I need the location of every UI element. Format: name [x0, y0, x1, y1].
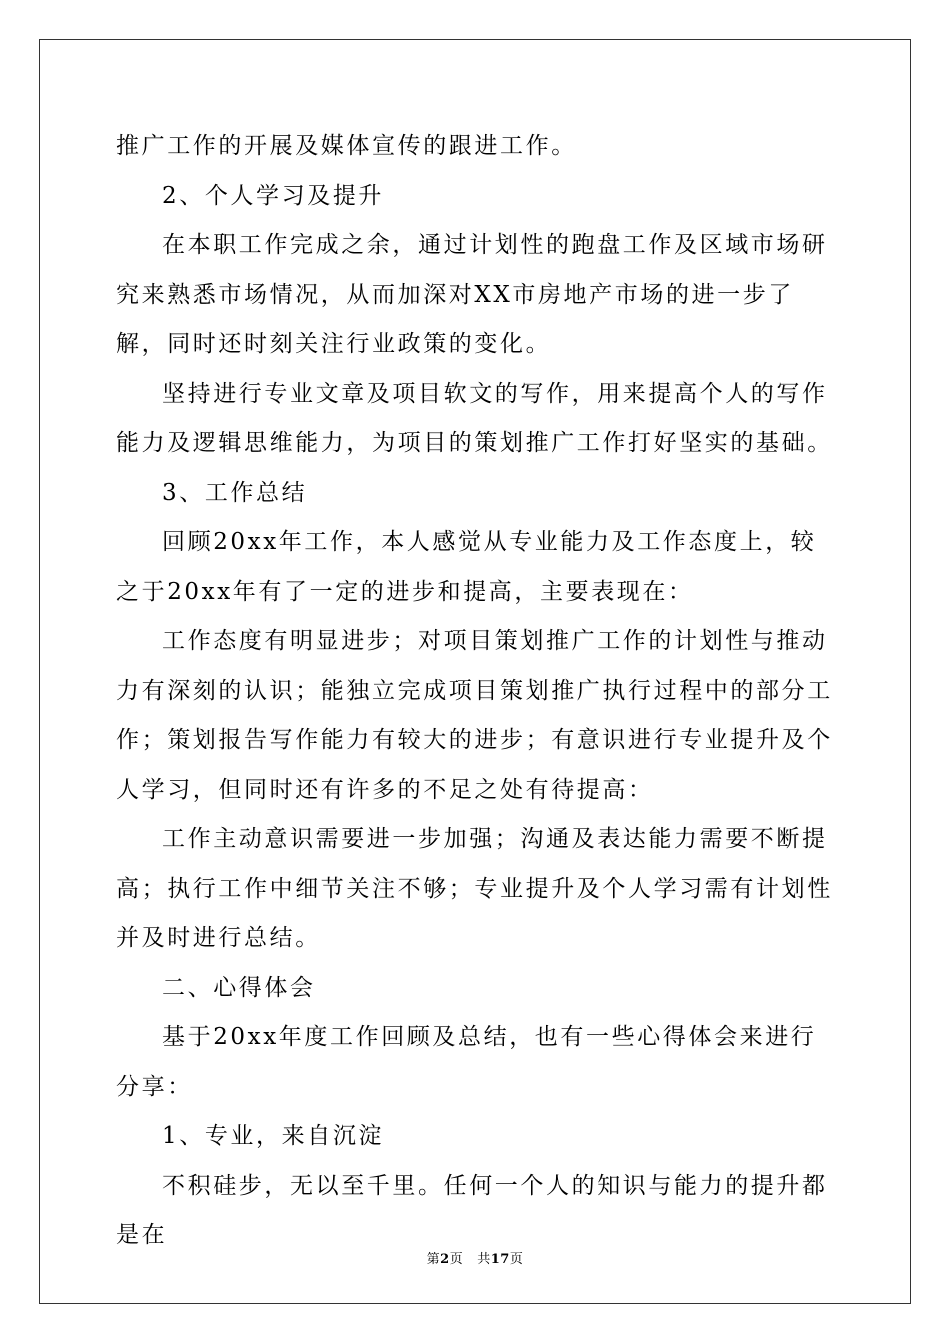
paragraph: 坚持进行专业文章及项目软文的写作，用来提高个人的写作能力及逻辑思维能力，为项目的策划推广工作打好坚实的基础。 [116, 380, 833, 456]
page-prefix: 第 [426, 1252, 441, 1267]
page-footer [0, 1248, 950, 1267]
document-body [116, 122, 836, 1261]
paragraph: 基于20xx年度工作回顾及总结，也有一些心得体会来进行分享： [116, 1024, 817, 1100]
paragraph: 在本职工作完成之余，通过计划性的跑盘工作及区域市场研究来熟悉市场情况，从而加深对XX市房地产市场的进一步了解，同时还时刻关注行业政策的变化。 [116, 232, 828, 357]
section-heading: 二、心得体会 [162, 974, 316, 1001]
paragraph: 推广工作的开展及媒体宣传的跟进工作。 [116, 133, 577, 159]
section-heading: 3、工作总结 [162, 479, 308, 506]
section-heading: 2、个人学习及提升 [162, 182, 385, 209]
page-suffix: 页 [449, 1252, 464, 1267]
section-heading: 1、专业，来自沉淀 [162, 1123, 385, 1149]
paragraph: 不积硅步，无以至千里。任何一个人的知识与能力的提升都是在 [116, 1172, 828, 1248]
paragraph: 工作主动意识需要进一步加强；沟通及表达能力需要不断提高；执行工作中细节关注不够；专业提升及个人学习需有计划性并及时进行总结。 [116, 826, 833, 951]
total-prefix: 共 [477, 1252, 491, 1267]
paragraph: 工作态度有明显进步；对项目策划推广工作的计划性与推动力有深刻的认识；能独立完成项目策划推广执行过程中的部分工作；策划报告写作能力有较大的进步；有意识进行专业提升及个人学习，但同时还有许多的不足之处有待提高： [116, 628, 833, 803]
total-pages: 17 [490, 1252, 510, 1267]
page-number: 2 [440, 1252, 450, 1267]
paragraph: 回顾20xx年工作，本人感觉从专业能力及工作态度上，较之于20xx年有了一定的进步和提高，主要表现在： [116, 529, 817, 605]
total-suffix: 页 [509, 1252, 524, 1267]
